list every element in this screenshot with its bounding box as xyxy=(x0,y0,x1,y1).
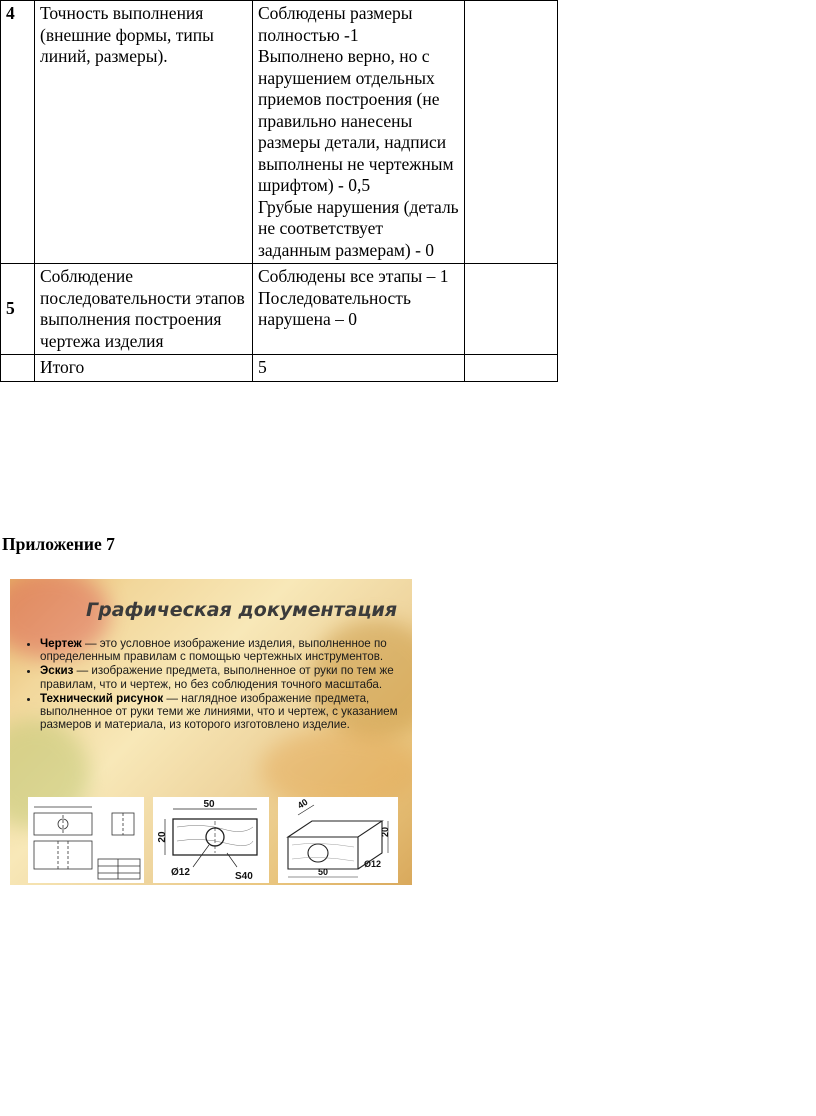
score-line: Выполнено верно, но с нарушением отдельных приемов построения (не правильно нанесены размеры детали, надписи выполнены не чертежным шрифтом) - 0,5 xyxy=(258,46,454,195)
slide-title: Графическая документация xyxy=(86,599,398,621)
bullet-item xyxy=(40,637,404,663)
slide-bullets xyxy=(26,637,404,732)
row-number: 5 xyxy=(1,264,35,355)
bullet-item xyxy=(40,692,404,732)
score-cell xyxy=(253,1,465,264)
empty-cell xyxy=(1,355,35,382)
bullet-term: Технический рисунок xyxy=(40,691,164,705)
bullet-item xyxy=(40,664,404,690)
total-row xyxy=(1,355,558,382)
depth-dimension: 40 xyxy=(295,797,310,811)
empty-cell xyxy=(465,1,558,264)
hole-dimension: Ø12 xyxy=(171,867,190,878)
criterion-cell: Точность выполнения (внешние формы, типы линий, размеры). xyxy=(35,1,253,264)
thickness-label: S40 xyxy=(235,871,253,882)
empty-cell xyxy=(465,264,558,355)
bullet-term: Эскиз xyxy=(40,664,74,678)
total-label: Итого xyxy=(35,355,253,382)
score-line: Последовательность нарушена – 0 xyxy=(258,287,411,329)
hole-dimension: Ø12 xyxy=(364,859,382,869)
score-line: Соблюдены размеры полностью -1 xyxy=(258,3,413,45)
width-dimension: 50 xyxy=(317,867,329,877)
empty-cell xyxy=(465,355,558,382)
bullet-text: — наглядное изображение предмета, выполненное от руки теми же линиями, что и чертеж, с указанием размеров и материала, из которого изготовлено изделие. xyxy=(40,691,398,732)
sketch-thumbnail xyxy=(153,797,269,883)
criteria-table xyxy=(0,0,558,382)
total-value: 5 xyxy=(253,355,465,382)
height-dimension: 20 xyxy=(380,826,390,837)
score-line: Грубые нарушения (деталь не соответствует заданным размерам) - 0 xyxy=(258,196,459,260)
drawing-thumbnail xyxy=(28,797,144,883)
appendix-title: Приложение 7 xyxy=(2,534,115,554)
height-dimension: 20 xyxy=(157,831,168,843)
row-number: 4 xyxy=(1,1,35,264)
score-line: Соблюдены все этапы – 1 xyxy=(258,266,449,286)
table-row xyxy=(1,264,558,355)
score-cell xyxy=(253,264,465,355)
table-row xyxy=(1,1,558,264)
criterion-cell: Соблюдение последовательности этапов выполнения построения чертежа изделия xyxy=(35,264,253,355)
bullet-text: — это условное изображение изделия, выполненное по определенным правилам с помощью чертежных инструментов. xyxy=(40,637,387,664)
isometric-thumbnail xyxy=(278,797,398,883)
slide-image xyxy=(10,579,412,885)
bullet-text: — изображение предмета, выполненное от руки по тем же правилам, что и чертеж, но без соблюдения точного масштаба. xyxy=(40,664,394,691)
bullet-term: Чертеж xyxy=(40,637,82,650)
width-dimension: 50 xyxy=(203,799,215,810)
